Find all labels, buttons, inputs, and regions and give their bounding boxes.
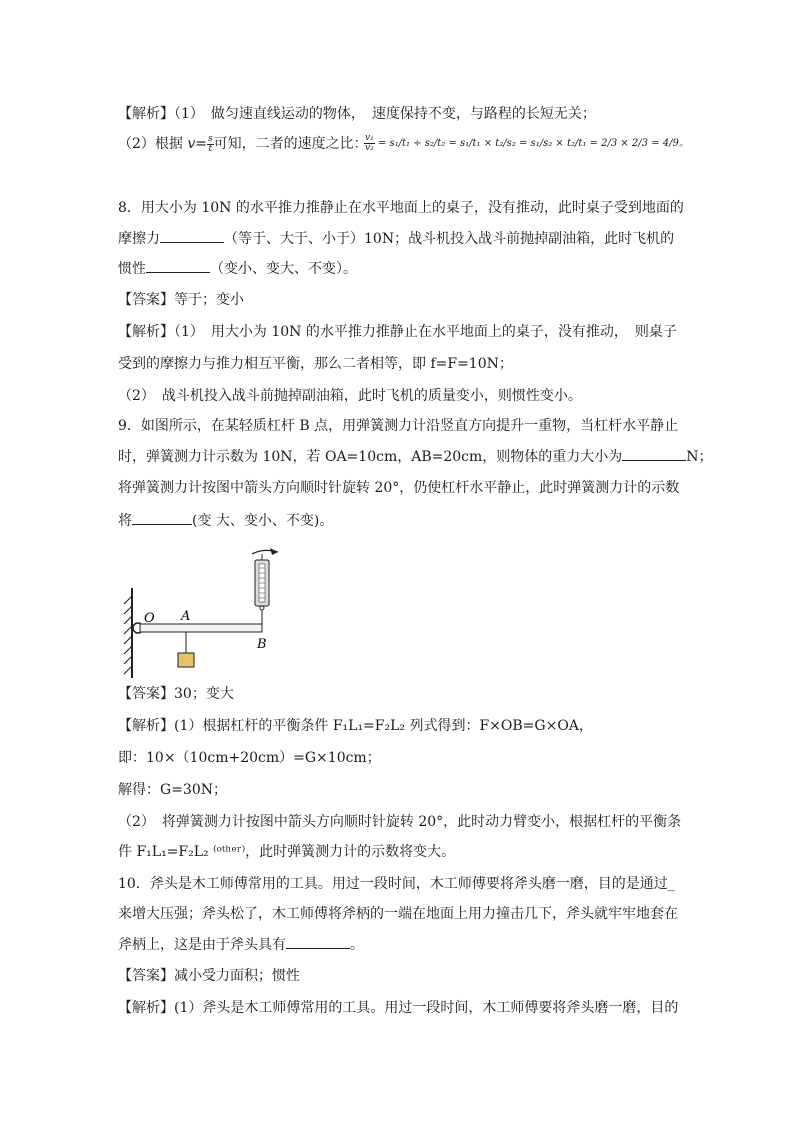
- answer-blank: [622, 446, 686, 461]
- q9-analysis-3: 解得：G=30N；: [118, 782, 227, 798]
- q9-analysis-2: 即：10×（10cm+20cm）=G×10cm；: [118, 750, 381, 766]
- q8-line-2: 摩擦力 （等于、大于、小于）10N；战斗机投入战斗前抛掉副油箱，此时飞机的: [118, 228, 674, 249]
- answer-blank: [286, 934, 350, 949]
- q9-line-3: 将弹簧测力计按图中箭头方向顺时针旋转 20°，仍使杠杆水平静止，此时弹簧测力计的示数: [118, 480, 680, 496]
- q9-answer: 【答案】30；变大: [118, 686, 234, 702]
- q9-line-4: 将 (变 大、变小、不变)。: [118, 510, 333, 531]
- answer-blank: [132, 510, 192, 525]
- q8-line-3: 惯性 （变小、变大、不变）。: [118, 258, 357, 279]
- wall-hatch: [124, 596, 132, 674]
- weight-block: [178, 653, 194, 667]
- label-B: B: [257, 637, 267, 652]
- q10-line-1: 10．斧头是木工师傅常用的工具。用过一段时间，木工师傅要将斧头磨一磨，目的是通过_: [118, 876, 675, 892]
- q8-analysis-2: 受到的摩擦力与推力相互平衡，那么二者相等，即 f=F=10N；: [118, 356, 513, 372]
- q10-line-2: 来增大压强；斧头松了，木工师傅将斧柄的一端在地面上用力撞击几下，斧头就牢牢地套在: [118, 906, 678, 922]
- q8-analysis-1: 【解析】（1） 用大小为 10N 的水平推力推静止在水平地面上的桌子，没有推动， 则桌子: [118, 324, 677, 340]
- answer-blank: [146, 258, 210, 273]
- q8-line-1: 8．用大小为 10N 的水平推力推静止在水平地面上的桌子，没有推动，此时桌子受到地面的: [118, 200, 684, 216]
- label-A: A: [181, 609, 191, 624]
- q7-ratio-formula: $\frac{\text{v₁}}{\text{v₂}}$ = s₁/t₁ ÷ s₂/t₂ = s₁/t₁ × t₂/s₂ = s₁/s₂ × t₂/t₁ = 2/3 × 2/3 = 4/9。: [365, 133, 689, 153]
- q9-analysis-4: （2） 将弹簧测力计按图中箭头方向顺时针旋转 20°，此时动力臂变小，根据杠杆的平衡条: [118, 814, 682, 830]
- q8-analysis-3: （2） 战斗机投入战斗前抛掉副油箱，此时飞机的质量变小，则惯性变小。: [118, 388, 582, 404]
- answer-blank: [160, 228, 224, 243]
- velocity-formula: v= $\frac{s}{t}$: [187, 133, 213, 154]
- q9-analysis-1: 【解析】(1）根据杠杆的平衡条件 F₁L₁=F₂L₂ 列式得到：F×OB=G×OA，: [118, 718, 593, 734]
- q10-answer: 【答案】减小受力面积；惯性: [118, 968, 300, 984]
- q9-analysis-5: 件 F₁L₁=F₂L₂ ⁽ᵒᵗʰᵉʳ⁾，此时弹簧测力计的示数将变大。: [118, 844, 456, 860]
- q10-analysis-1: 【解析】(1）斧头是木工师傅常用的工具。用过一段时间，木工师傅要将斧头磨一磨，目的: [118, 1000, 679, 1016]
- q10-line-3: 斧柄上，这是由于斧头具有 。: [118, 934, 364, 955]
- q7-analysis-2: （2）根据 v= $\frac{s}{t}$ 可知，二者的速度之比：: [118, 133, 368, 154]
- q7-analysis-1: 【解析】（1） 做匀速直线运动的物体， 速度保持不变，与路程的长短无关；: [118, 106, 596, 122]
- label-O: O: [144, 611, 155, 626]
- q9-line-2: 时，弹簧测力计示数为 10N，若 OA=10cm，AB=20cm，则物体的重力大小为 N；: [118, 446, 713, 467]
- q8-answer: 【答案】等于；变小: [118, 292, 244, 308]
- lever-diagram: [118, 548, 318, 678]
- q9-line-1: 9．如图所示，在某轻质杠杆 B 点，用弹簧测力计沿竖直方向提升一重物，当杠杆水平静止: [118, 418, 679, 434]
- lever-bar: [140, 624, 262, 632]
